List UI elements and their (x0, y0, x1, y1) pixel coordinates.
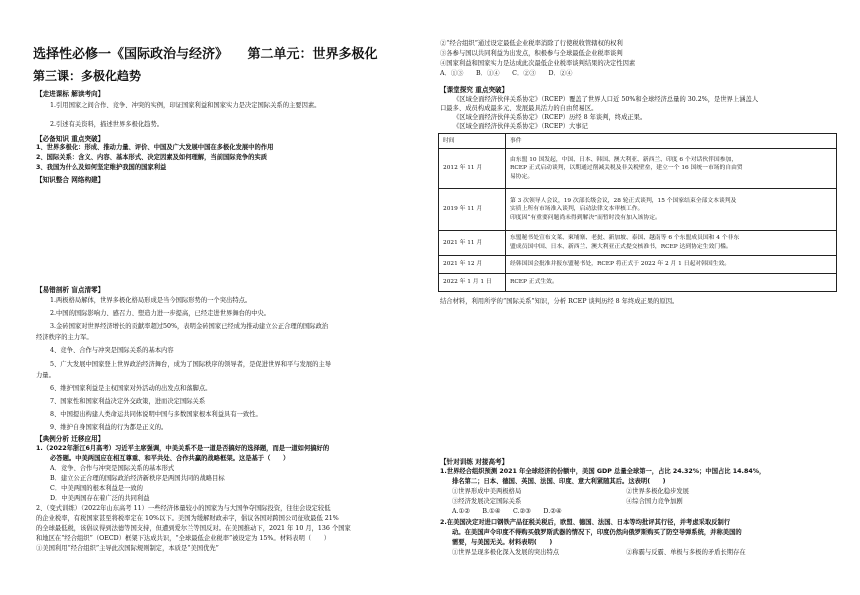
practice-option: ①世界呈现多极化深入发展的突出特点 (452, 549, 560, 556)
answer-option: B．建立公正合理的国际政治经济新秩序是两国共同的战略目标 (50, 475, 225, 482)
question-2-option-text: ②“经合组织”通过设定最低企业税率消除了行使税收管辖权的权利 (440, 40, 623, 47)
table-cell-event (506, 256, 837, 274)
table-cell-time: 2012 年 11 月 (439, 149, 506, 189)
knowledge-item: 1、世界多极化：形成、推动力量、评价、中国及广大发展中国在多极化发展中的作用 (36, 144, 274, 151)
table-cell-event (506, 274, 837, 292)
error-item: 5、广大发展中国家登上世界政治经济舞台，成为了国际秩序的领导者，是促进世界和平与发展的主导 (50, 361, 332, 368)
table-row (439, 256, 837, 274)
standards-item: 1.引用国家之间合作、竞争、冲突的实例，印证国家利益和国家实力是决定国际关系的主要因素。 (50, 102, 321, 109)
section-heading-knowledge: 【必备知识 重点突破】 (36, 135, 105, 143)
question-2-answers: A．①③ B．①④ C．②③ D．②④ (440, 70, 573, 77)
practice-option: ②称霸与反霸、单极与多极的矛盾长期存在 (626, 549, 746, 556)
error-item: 8、中国提出构建人类命运共同体说明中国与多数国家根本利益具有一致性。 (50, 411, 262, 418)
event-line: 盟成员国中国、日本、新西兰、澳大利亚正式提交核准书，RCEP 达到协定生效门槛。 (510, 244, 732, 250)
rcep-intro: 口最多、成员构成最多元、发展最具活力的自由贸易区。 (440, 105, 598, 112)
rcep-intro: 《区域全面经济伙伴关系协定》（RCEP）历经 8 年谈判，终成正果。 (453, 114, 647, 121)
section-heading-network: 【知识整合 网络构建】 (36, 176, 105, 184)
error-item: 7、国家性和国家利益决定外交政策，进而决定国际关系 (50, 398, 206, 405)
practice-option: ②世界多极化稳步发展 (626, 488, 689, 495)
section-heading-practice: 【针对训练 对接高考】 (440, 458, 509, 466)
error-item: 经济秩序的主力军。 (36, 334, 93, 341)
lesson-title: 第三课：多极化趋势 (33, 69, 142, 83)
event-line: 第 3 次领导人会议，19 次部长级会议，28 轮正式谈判，15 个国家结束全部文本谈判及 (510, 197, 737, 204)
event-line: RCEP 正式启动谈判，以期通过削减关税及非关税壁垒，建立一个 16 国统一市场的自由贸 (510, 165, 743, 172)
event-line: 实质上所有市场准入谈判，启动法律文本审核工作。 (510, 206, 644, 213)
practice-question-2: 需要，与美国无关。材料表明( ) (452, 539, 553, 546)
question-2-option-text: ③各参与国以共同利益为出发点，积极参与全球最低企业税率谈判 (440, 50, 623, 57)
practice-option: ④综合国力竞争加剧 (626, 498, 683, 505)
page-title: 选择性必修一《国际政治与经济》 第二单元：世界多极化 (33, 47, 378, 62)
rcep-intro: 《区域全面经济伙伴关系协定》（RCEP）大事记 (453, 123, 588, 130)
event-line: 经韩国国会批准并报东盟秘书处，RCEP 将正式于 2022 年 2 月 1 日起对韩国生效。 (510, 261, 731, 268)
answer-option: D．中美两国存在着广泛的共同利益 (50, 495, 150, 502)
rcep-timeline-table (438, 133, 837, 292)
column-header-event: 事件 (506, 134, 837, 149)
example-question-1: 必答题。中美两国应在相互尊重、和平共处、合作共赢的战略框架。这是基于（ ） (50, 455, 290, 462)
practice-answers: A.①② B.①④ C.②③ D.②④ (452, 508, 562, 515)
column-header-time: 时间 (439, 134, 506, 149)
table-row (439, 189, 837, 231)
section-heading-exploration: 【课堂探究 重点突破】 (440, 86, 509, 94)
error-item: 4、竞争、合作与冲突是国际关系的基本内容 (50, 347, 174, 354)
knowledge-item: 3、我国为什么及如何坚定维护我国的国家利益 (36, 164, 167, 171)
error-item: 9、维护自身国家利益的行为都是正义的。 (50, 424, 168, 431)
practice-option: ③经济发展决定国际关系 (452, 498, 522, 505)
standards-item: 2.引述有关资料，描述世界多极化趋势。 (50, 121, 164, 128)
example-question-2: 2、（变式训练）（2022年山东高考 11）一些经济体量较小的国家为与大国争夺国际投资，往往会设定较低 (36, 505, 331, 512)
example-question-2: 的企业税率，有税国家甚至将税率定在 10%以下。美国为缓解财政赤字，倡议各国对跨国公司征收最低 21% (36, 515, 339, 522)
table-cell-time: 2019 年 11 月 (439, 189, 506, 231)
error-item: 3.金砖国家对世界经济增长的贡献率超过50%，表明金砖国家已经成为推动建立公正合理的国际政治 (50, 323, 329, 330)
practice-question-2: 2.在美国决定对进口钢铁产品征税关税后，欧盟、德国、法国、日本等均批评其行径，并考虑采取反制行 (440, 519, 731, 526)
error-item: 力量。 (36, 372, 55, 379)
knowledge-item: 2、国际关系：含义、内容、基本形式、决定因素及如何理解，当前国际竞争的实质 (36, 154, 268, 161)
example-question-2: 和地区在“经合组织”（OECD）框架下达成共识，“全球最低企业税率”被设定为 15%。材料表明（ ） (36, 535, 331, 542)
event-line: 易协定。 (510, 173, 534, 180)
error-item: 6、维护国家利益是主权国家对外活动的出发点和落脚点。 (50, 385, 212, 392)
rcep-intro: 《区域全面经济伙伴关系协定》（RCEP）覆盖了世界人口近 50%和全球经济总量的 30.2%，是世界上涵盖人 (453, 96, 759, 103)
event-line: 东盟秘书处宣布文莱、柬埔寨、老挝、新加坡、泰国、越南等 6 个东盟成员国和 4 个非东 (510, 235, 740, 242)
table-cell-event (506, 149, 837, 189)
answer-option: A．竞争、合作与冲突是国际关系的基本形式 (50, 465, 175, 472)
example-question-2: ①美国利用“经合组织”主导此次国际规则制定，本质是“美国优先” (36, 545, 219, 552)
table-cell-time: 2021 年 12 月 (439, 256, 506, 274)
table-cell-time: 2021 年 11 月 (439, 231, 506, 256)
table-cell-event (506, 231, 837, 256)
section-heading-examples: 【典例分析 迁移应用】 (36, 435, 105, 443)
answer-option: C．中美两国的根本利益是一致的 (50, 485, 143, 492)
table-cell-time: 2022 年 1 月 1 日 (439, 274, 506, 292)
practice-question-1: 排名第二；日本、德国、英国、法国、印度、意大利紧随其后。这表明( ) (452, 478, 666, 485)
exploration-question: 结合材料，利用所学的“国际关系”知识，分析 RCEP 谈判历经 8 年终成正果的原因。 (440, 298, 679, 305)
question-2-option-text: ④国家利益和国家实力是达成此次最低企业税率谈判结果的决定性因素 (440, 60, 636, 67)
error-item: 1.两极格局解体，世界多极化格局形成是当今国际形势的一个突出特点。 (50, 297, 252, 304)
table-header-row (439, 134, 837, 149)
example-question-1: 1.（2022年浙江6月高考）习近平主席强调，中美关系不是一道是否搞好的选择题，而是一道如何搞好的 (36, 445, 330, 452)
table-row (439, 274, 837, 292)
table-row (439, 149, 837, 189)
practice-question-2: 动。在美国声令印度不得购买俄罗斯武器的情况下，印度仍然向俄罗斯购买了防空导弹系统，并称美国的 (452, 529, 742, 536)
section-heading-errors: 【易错剖析 盲点清零】 (36, 286, 105, 294)
example-question-2: 的全球最低税，该倡议得到法德等国支持，但遭到爱尔兰等国反对。在美国推动下，2021 年 10 月，136 个国家 (36, 525, 351, 532)
practice-question-1: 1.世界经合组织预测 2021 年全球经济的份额中，美国 GDP 总量全球第一，占比 24.32%；中国占比 14.84%， (440, 468, 766, 475)
event-line: 由东盟 10 国发起，中国、日本、韩国、澳大利亚、新西兰、印度 6 个对话伙伴国参加， (510, 156, 738, 163)
event-line: RCEP 正式生效。 (510, 279, 558, 286)
section-heading-standards: 【走进课标 解读考向】 (36, 90, 105, 98)
practice-option: ①世界形成中美两极格局 (452, 488, 522, 495)
table-row (439, 231, 837, 256)
error-item: 2.中国的国际影响力、感召力、塑造力进一步提高，已经走进世界舞台的中央。 (50, 310, 271, 317)
event-line: 印度因“有重要问题尚未得到解决”而暂时没有加入该协定。 (510, 214, 661, 221)
table-cell-event (506, 189, 837, 231)
